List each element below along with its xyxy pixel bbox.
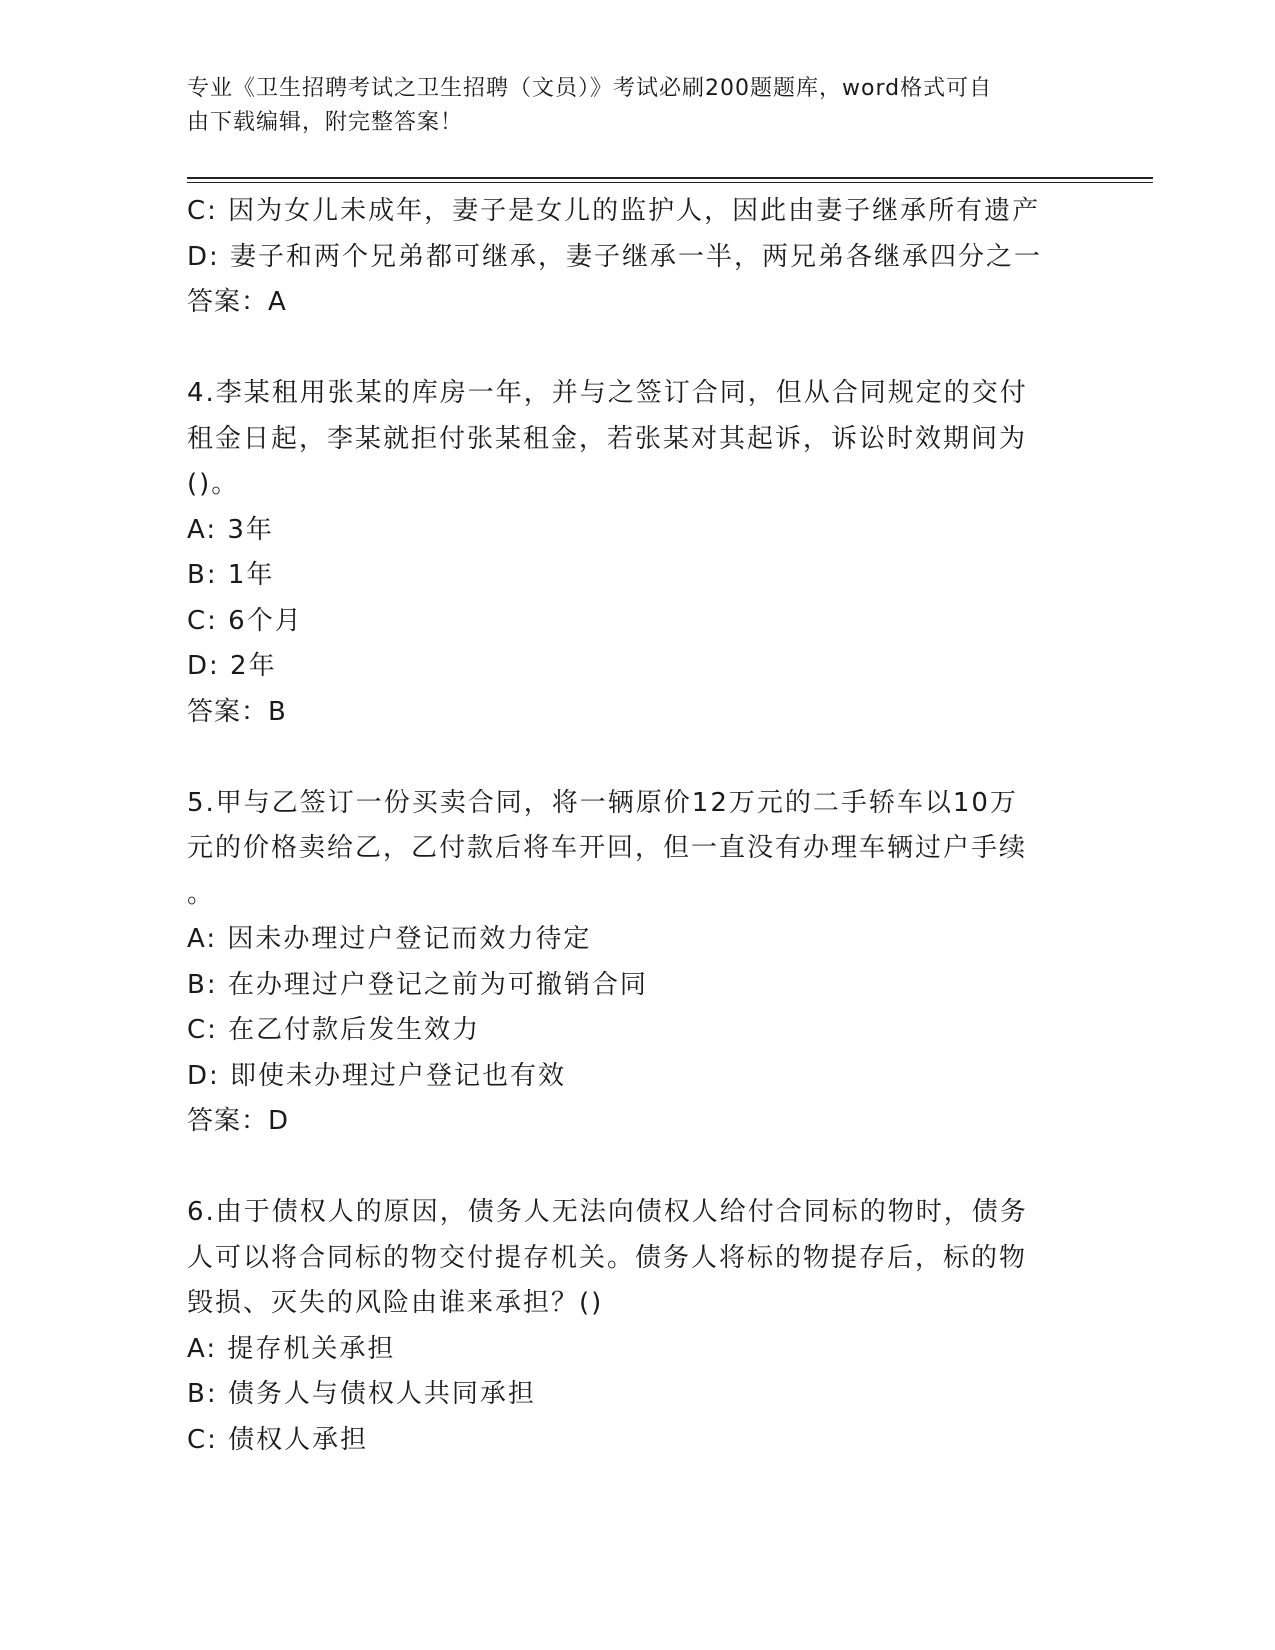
spacer xyxy=(187,326,1087,372)
question-6 xyxy=(187,1190,1087,1463)
question-4 xyxy=(187,371,1087,735)
document-header xyxy=(187,72,1067,140)
answer-line: 答案：B xyxy=(187,696,287,727)
option-b: B: 在办理过户登记之前为可撤销合同 xyxy=(187,969,648,1000)
option-c: C: 6个月 xyxy=(187,605,303,636)
header-divider-thin xyxy=(187,182,1153,183)
option-d: D: 即使未办理过户登记也有效 xyxy=(187,1060,567,1091)
option-a: A: 3年 xyxy=(187,514,274,545)
question-text-line: 4.李某租用张某的库房一年，并与之签订合同，但从合同规定的交付 xyxy=(187,378,1028,408)
question-list xyxy=(187,189,1087,1463)
spacer xyxy=(187,735,1087,781)
option-c: C: 在乙付款后发生效力 xyxy=(187,1015,481,1045)
header-line-2: 由下载编辑，附完整答案！ xyxy=(187,110,464,135)
option-b: B: 债务人与债权人共同承担 xyxy=(187,1379,536,1409)
question-text-line: 。 xyxy=(187,878,216,909)
option-d: D: 2年 xyxy=(187,651,277,681)
answer-line: 答案：A xyxy=(187,287,287,317)
question-text-line: 毁损、灭失的风险由谁来承担？() xyxy=(187,1288,604,1318)
header-line-1: 专业《卫生招聘考试之卫生招聘（文员）》考试必刷200题题库，word格式可自 xyxy=(187,76,993,101)
spacer xyxy=(187,1145,1087,1191)
option-c: C: 债权人承担 xyxy=(187,1424,369,1455)
question-text-line: 元的价格卖给乙，乙付款后将车开回，但一直没有办理车辆过户手续 xyxy=(187,833,1028,863)
question-text-line: 6.由于债权人的原因，债务人无法向债权人给付合同标的物时，债务 xyxy=(187,1197,1028,1227)
question-5 xyxy=(187,781,1087,1145)
question-3-continued xyxy=(187,189,1087,326)
question-text-line: ()。 xyxy=(187,469,240,499)
question-text-line: 5.甲与乙签订一份买卖合同，将一辆原价12万元的二手轿车以10万 xyxy=(187,787,1018,818)
question-text-line: 租金日起，李某就拒付张某租金，若张某对其起诉，诉讼时效期间为 xyxy=(187,423,1028,454)
option-c: C: 因为女儿未成年，妻子是女儿的监护人，因此由妻子继承所有遗产 xyxy=(187,196,1041,226)
answer-line: 答案：D xyxy=(187,1106,290,1136)
question-text-line: 人可以将合同标的物交付提存机关。债务人将标的物提存后，标的物 xyxy=(187,1242,1028,1273)
header-divider-thick xyxy=(187,177,1153,179)
option-a: A: 提存机关承担 xyxy=(187,1333,396,1364)
option-a: A: 因未办理过户登记而效力待定 xyxy=(187,924,592,954)
option-d: D: 妻子和两个兄弟都可继承，妻子继承一半，两兄弟各继承四分之一 xyxy=(187,241,1043,272)
option-b: B: 1年 xyxy=(187,560,275,590)
